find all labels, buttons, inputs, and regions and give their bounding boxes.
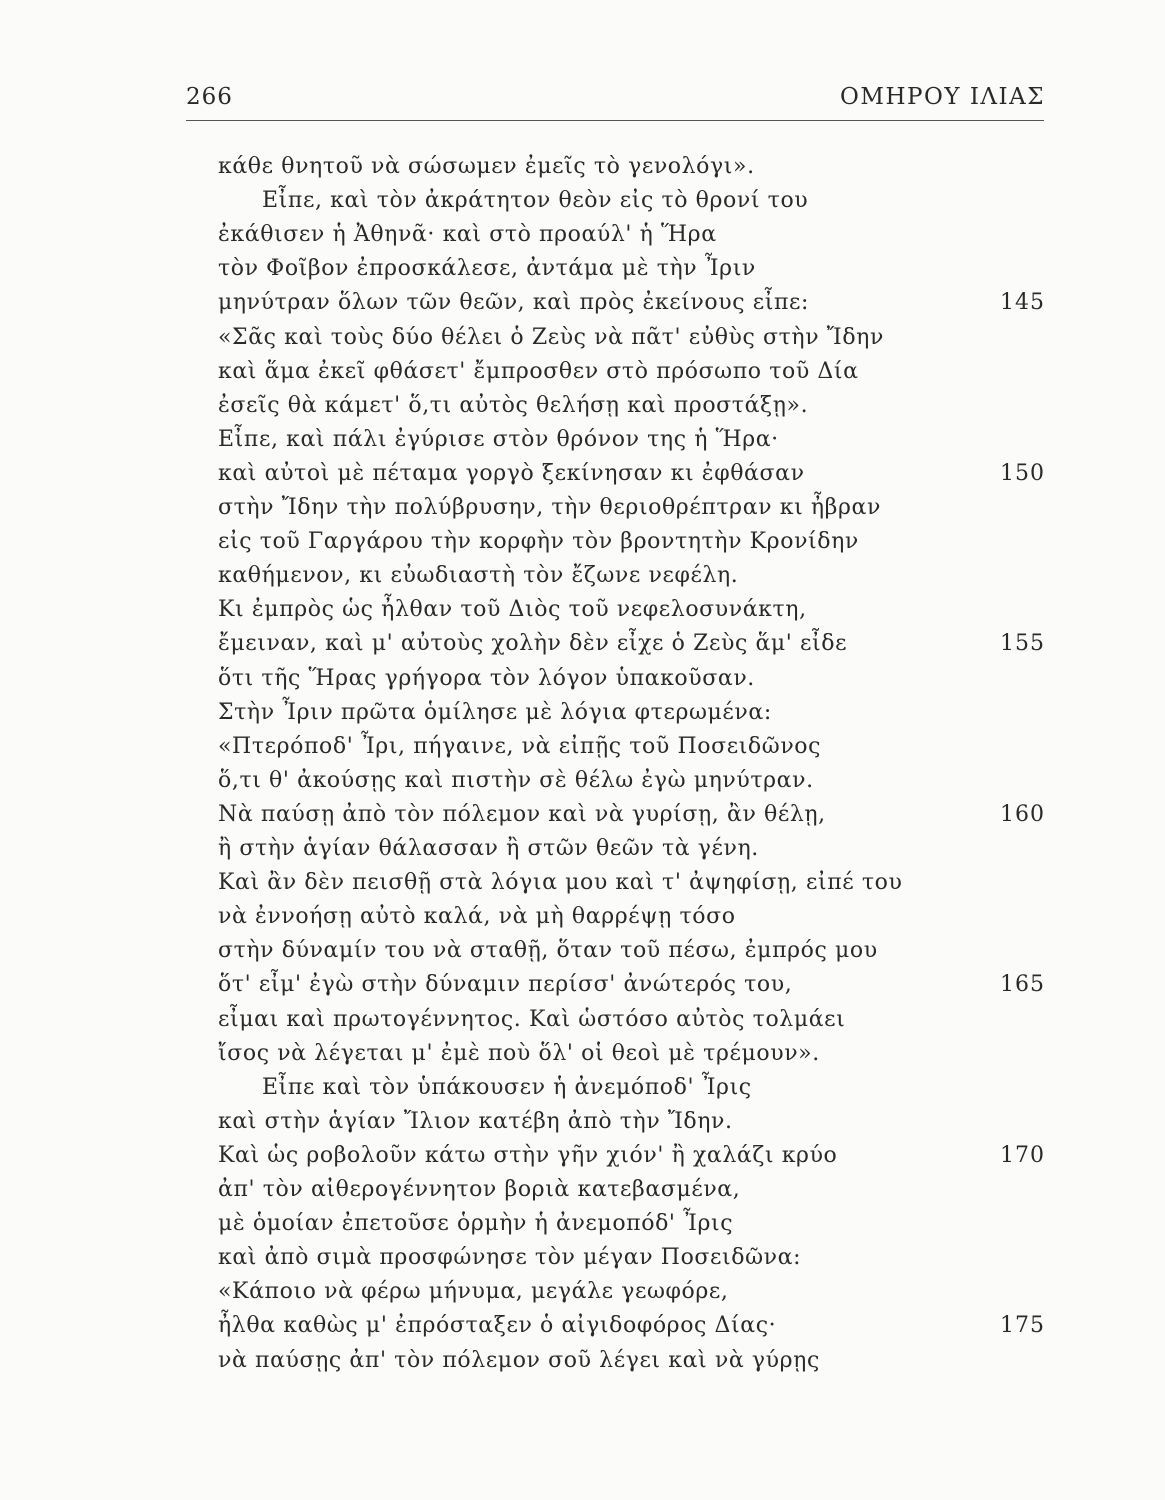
verse-line: ἐσεῖς θὰ κάμετ' ὅ,τι αὐτὸς θελήσῃ καὶ προστάξῃ». [218,392,809,418]
line-number: 160 [1000,801,1045,827]
header-rule [186,120,1044,121]
verse-line: στὴν Ἴδην τὴν πολύβρυσην, τὴν θεριοθρέπτραν κι ἦβραν [218,495,881,520]
verse-line: ἢ στὴν ἁγίαν θάλασσαν ἢ στῶν θεῶν τὰ γένη. [218,836,759,861]
line-number: 145 [1000,290,1045,316]
verse-line: στὴν δύναμίν του νὰ σταθῇ, ὅταν τοῦ πέσω, ἐμπρός μου [218,938,878,964]
verse-line: ἦλθα καθὼς μ' ἐπρόσταξεν ὁ αἰγιδοφόρος Δίας· [218,1313,777,1339]
verse-line: καὶ στὴν ἁγίαν Ἴλιον κατέβη ἀπὸ τὴν Ἴδην. [218,1108,733,1134]
verse-line: Εἶπε, καὶ τὸν ἀκράτητον θεὸν εἰς τὸ θρονί του [262,188,809,214]
verse-line: νὰ παύσῃς ἀπ' τὸν πόλεμον σοῦ λέγει καὶ νὰ γύρῃς [218,1347,820,1373]
verse-line: τὸν Φοῖβον ἐπροσκάλεσε, ἀντάμα μὲ τὴν Ἶριν [218,256,756,282]
verse-line: Καὶ ὡς ροβολοῦν κάτω στὴν γῆν χιόν' ἢ χαλάζι κρύο [218,1142,838,1168]
verse-line: ἔμειναν, καὶ μ' αὐτοὺς χολὴν δὲν εἶχε ὁ Ζεὺς ἅμ' εἶδε [218,631,848,657]
verse-line: Κι ἐμπρὸς ὡς ἦλθαν τοῦ Διὸς τοῦ νεφελοσυνάκτη, [218,597,807,623]
line-number: 170 [1000,1142,1045,1168]
verse-line: καθήμενον, κι εὐωδιαστὴ τὸν ἔζωνε νεφέλη. [218,563,739,589]
verse-line: Εἶπε καὶ τὸν ὑπάκουσεν ἡ ἀνεμόποδ' Ἶρις [262,1074,752,1100]
verse-line: καὶ ἀπὸ σιμὰ προσφώνησε τὸν μέγαν Ποσειδῶνα: [218,1245,802,1271]
verse-line: Καὶ ἂν δὲν πεισθῇ στὰ λόγια μου καὶ τ' ἀψηφίσῃ, εἰπέ του [218,870,903,896]
running-title: ΟΜΗΡΟΥ ΙΛΙΑΣ [840,84,1045,110]
verse-line: μηνύτραν ὅλων τῶν θεῶν, καὶ πρὸς ἐκείνους εἶπε: [218,290,810,316]
verse-line: κάθε θνητοῦ νὰ σώσωμεν ἐμεῖς τὸ γενολόγι». [218,154,755,179]
verse-line: εἶμαι καὶ πρωτογέννητος. Καὶ ὡστόσο αὐτὸς τολμάει [218,1006,846,1032]
verse-line: ἀπ' τὸν αἰθερογέννητον βοριὰ κατεβασμένα, [218,1177,741,1202]
verse-line: Νὰ παύσῃ ἀπὸ τὸν πόλεμον καὶ νὰ γυρίσῃ, ἂν θέλῃ, [218,801,826,827]
verse-line: ὅ,τι θ' ἀκούσῃς καὶ πιστὴν σὲ θέλω ἐγὼ μηνύτραν. [218,767,814,793]
verse-line: νὰ ἐννοήσῃ αὐτὸ καλά, νὰ μὴ θαρρέψῃ τόσο [218,904,736,930]
verse-line: μὲ ὁμοίαν ἐπετοῦσε ὁρμὴν ἡ ἀνεμοπόδ' Ἶρις [218,1211,734,1237]
verse-line: ὅτι τῆς Ἥρας γρήγορα τὸν λόγον ὑπακοῦσαν. [218,665,755,691]
page-number: 266 [186,84,233,110]
verse-line: Στὴν Ἶριν πρῶτα ὁμίλησε μὲ λόγια φτερωμένα: [218,699,772,725]
verse-line: ὅτ' εἶμ' ἐγὼ στὴν δύναμιν περίσσ' ἀνώτερός του, [218,972,793,998]
verse-line: «Κάποιο νὰ φέρω μήνυμα, μεγάλε γεωφόρε, [218,1279,729,1305]
verse-line: καὶ ἅμα ἐκεῖ φθάσετ' ἔμπροσθεν στὸ πρόσωπο τοῦ Δία [218,358,859,384]
line-number: 155 [1000,631,1045,657]
verse-line: ἴσος νὰ λέγεται μ' ἐμὲ ποὺ ὅλ' οἱ θεοὶ μὲ τρέμουν». [218,1040,820,1066]
verse-line: καὶ αὐτοὶ μὲ πέταμα γοργὸ ξεκίνησαν κι ἐφθάσαν [218,460,805,486]
verse-line: «Σᾶς καὶ τοὺς δύο θέλει ὁ Ζεὺς νὰ πᾶτ' εὐθὺς στὴν Ἴδην [218,324,884,350]
line-number: 150 [1000,460,1045,486]
verse-line: ἐκάθισεν ἡ Ἀθηνᾶ· καὶ στὸ προαύλ' ἡ Ἥρα [218,222,717,248]
verse-line: Εἶπε, καὶ πάλι ἐγύρισε στὸν θρόνον της ἡ Ἥρα· [218,426,779,452]
verse-line: «Πτερόποδ' Ἶρι, πήγαινε, νὰ εἰπῇς τοῦ Ποσειδῶνος [218,733,822,759]
verse-line: εἰς τοῦ Γαργάρου τὴν κορφὴν τὸν βροντητὴν Κρονίδην [218,529,859,555]
line-number: 175 [1000,1313,1045,1339]
line-number: 165 [1000,972,1045,998]
